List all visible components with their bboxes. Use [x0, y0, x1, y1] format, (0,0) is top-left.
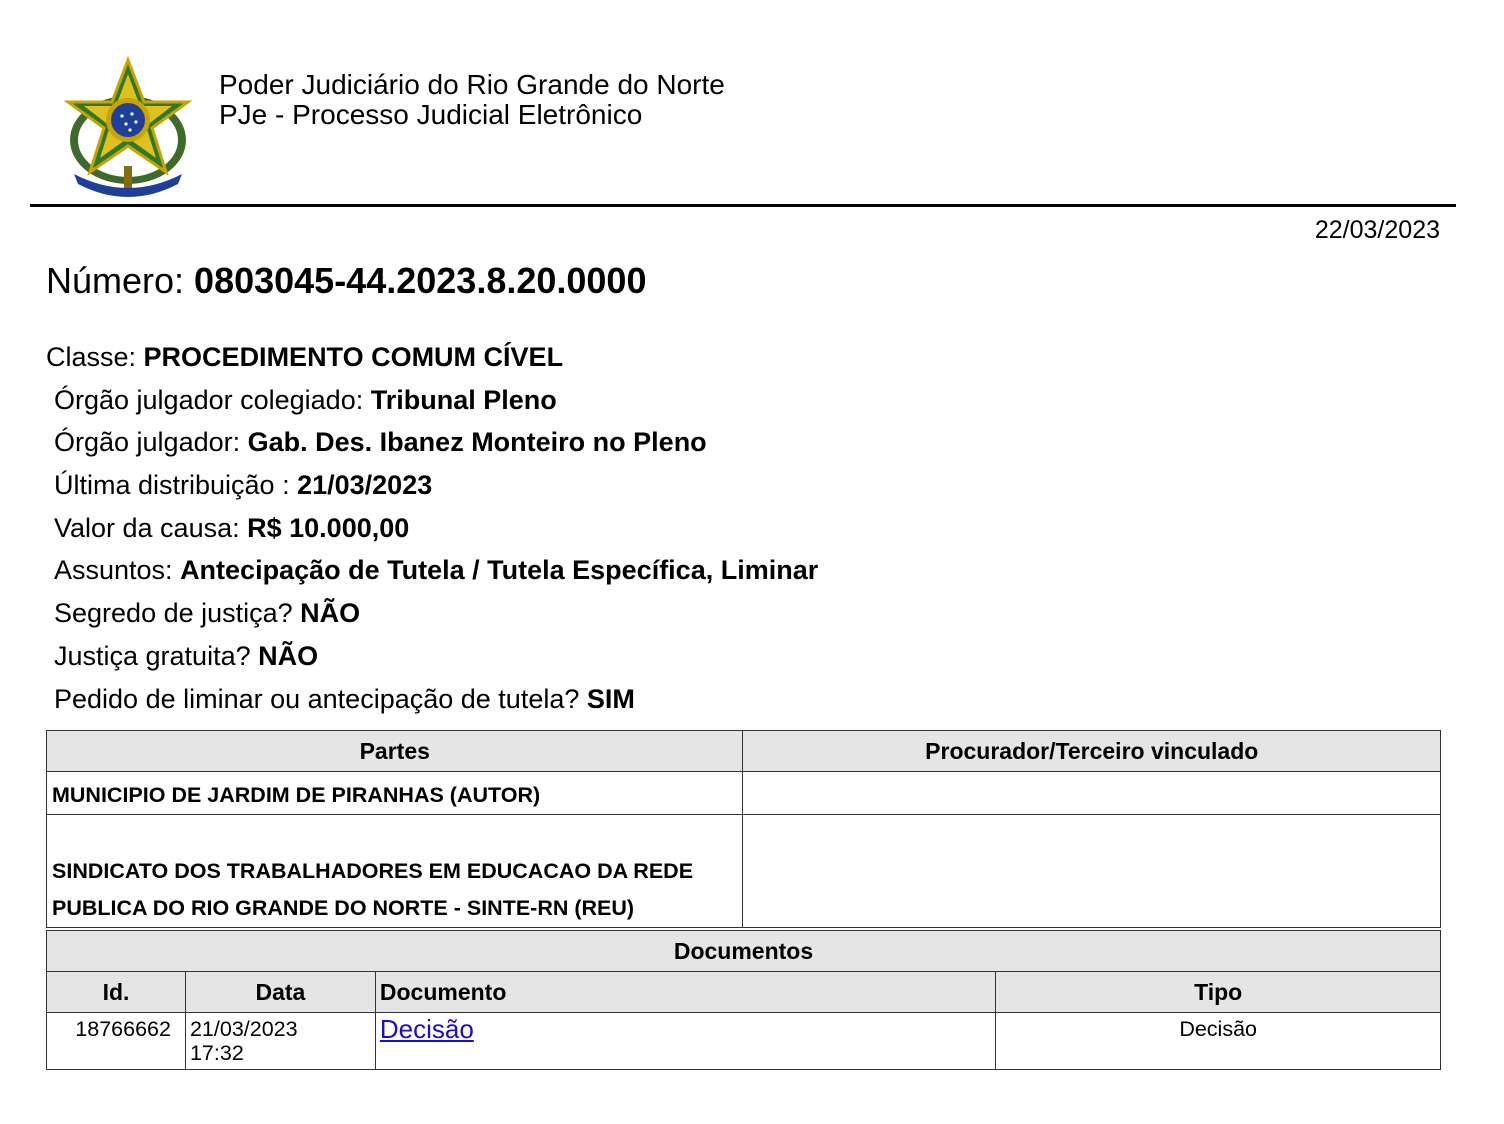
- table-title-row: [47, 931, 1441, 972]
- process-number: [46, 260, 646, 302]
- field-label: Órgão julgador:: [54, 427, 248, 458]
- doc-date-cell: [185, 1013, 375, 1070]
- field-assuntos: [46, 551, 818, 594]
- parte-cell: SINDICATO DOS TRABALHADORES EM EDUCACAO DA REDE PUBLICA DO RIO GRANDE DO NORTE - SINTE-RN (REU): [47, 815, 743, 928]
- page-header: [0, 0, 1504, 206]
- column-header-partes: Partes: [47, 731, 743, 772]
- field-classe: [46, 338, 818, 381]
- field-value: Tribunal Pleno: [370, 384, 557, 415]
- documentos-table: [46, 930, 1441, 1070]
- field-label: Justiça gratuita?: [54, 640, 259, 671]
- partes-table: [46, 730, 1441, 928]
- table-header-row: [47, 731, 1441, 772]
- table-row: [47, 815, 1441, 928]
- org-line-2: PJe - Processo Judicial Eletrônico: [219, 99, 643, 130]
- field-label: Última distribuição :: [54, 470, 298, 501]
- field-orgao-colegiado: [46, 381, 818, 424]
- field-label: Órgão julgador colegiado:: [54, 384, 371, 415]
- column-header-tipo: Tipo: [996, 972, 1441, 1013]
- column-header-id: Id.: [47, 972, 186, 1013]
- procurador-cell: [743, 815, 1441, 928]
- field-label: Assuntos:: [54, 555, 181, 586]
- field-value: NÃO: [300, 598, 361, 629]
- field-value: R$ 10.000,00: [247, 512, 410, 543]
- doc-id-cell: 18766662: [47, 1013, 186, 1070]
- field-value: SIM: [586, 683, 635, 714]
- doc-date-line: 21/03/2023: [189, 1017, 298, 1041]
- doc-time-line: 17:32: [189, 1041, 244, 1065]
- field-value: 21/03/2023: [297, 470, 433, 501]
- field-ultima-distribuicao: [46, 466, 818, 509]
- field-valor-causa: [46, 509, 818, 552]
- table-header-row: [47, 972, 1441, 1013]
- field-label: Valor da causa:: [54, 512, 248, 543]
- header-divider: [30, 204, 1456, 207]
- field-segredo-justica: [46, 594, 818, 637]
- document-link[interactable]: Decisão: [379, 1014, 474, 1044]
- field-label: Segredo de justiça?: [54, 598, 301, 629]
- field-value: Gab. Des. Ibanez Monteiro no Pleno: [247, 427, 707, 458]
- process-fields: [46, 338, 818, 722]
- field-value: Antecipação de Tutela / Tutela Específica, Liminar: [180, 555, 819, 586]
- document-date: 22/03/2023: [1314, 216, 1440, 244]
- column-header-documento: Documento: [375, 972, 995, 1013]
- doc-name-cell: [375, 1013, 995, 1070]
- column-header-data: Data: [185, 972, 375, 1013]
- doc-type-cell: Decisão: [996, 1013, 1441, 1070]
- process-number-label: Número:: [46, 260, 195, 301]
- field-orgao-julgador: [46, 423, 818, 466]
- documentos-title: Documentos: [47, 931, 1441, 972]
- field-label: Classe:: [46, 342, 144, 372]
- field-value: NÃO: [258, 640, 319, 671]
- process-number-value: 0803045-44.2023.8.20.0000: [194, 260, 647, 301]
- column-header-procurador: Procurador/Terceiro vinculado: [743, 731, 1441, 772]
- org-title: [219, 70, 725, 130]
- procurador-cell: [743, 772, 1441, 815]
- parte-cell: MUNICIPIO DE JARDIM DE PIRANHAS (AUTOR): [47, 772, 743, 815]
- brazil-coat-of-arms-icon: [60, 56, 196, 198]
- table-row: [47, 772, 1441, 815]
- field-value: PROCEDIMENTO COMUM CÍVEL: [143, 342, 564, 372]
- org-line-1: Poder Judiciário do Rio Grande do Norte: [219, 69, 725, 100]
- field-justica-gratuita: [46, 637, 818, 680]
- field-label: Pedido de liminar ou antecipação de tutela?: [54, 683, 587, 714]
- field-pedido-liminar: [46, 680, 818, 723]
- table-row: [47, 1013, 1441, 1070]
